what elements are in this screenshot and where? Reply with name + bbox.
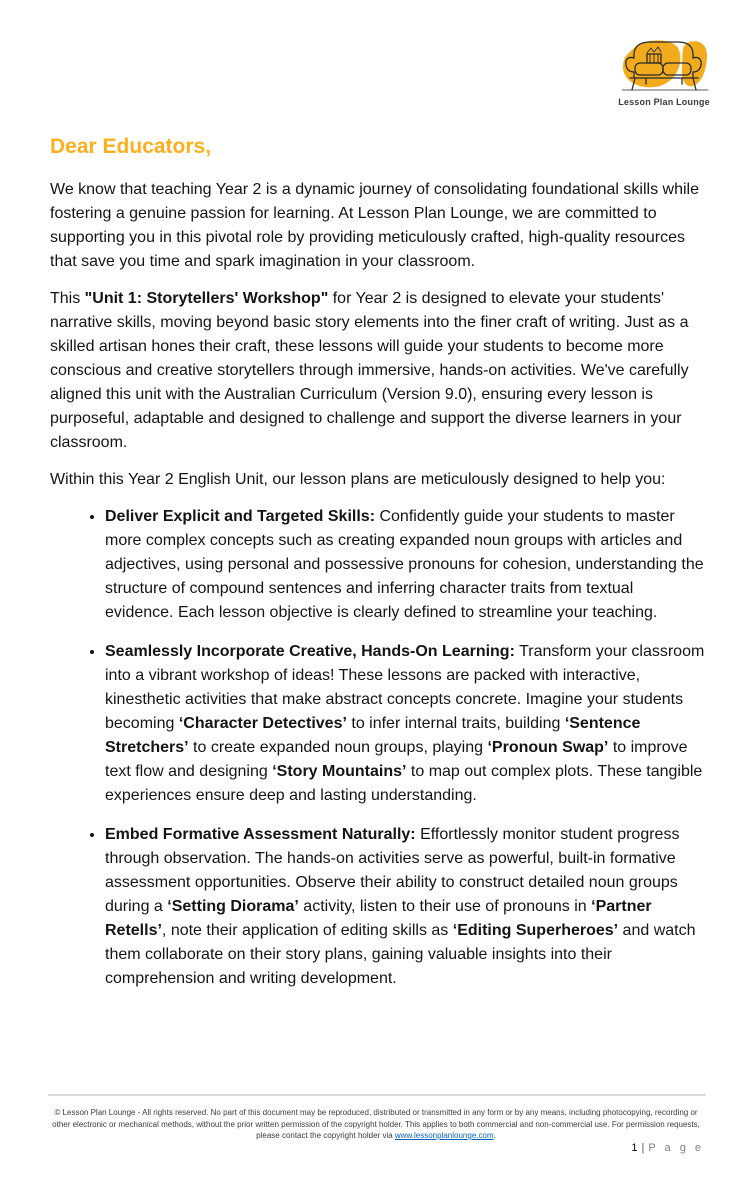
list-item-hands-on-learning: • Seamlessly Incorporate Creative, Hands-On Learning: Transform your classroom into a vibrant workshop of ideas! These lessons are packed with interactive, kinesthetic activities that make abstract concepts concrete. Imagine your students becoming ‘Character Detectives’ to infer internal traits, building ‘Sentence Stretchers’ to create expanded noun groups, playing ‘Pronoun Swap’ to improve text flow and designing ‘Story Mountains’ to map out complex plots. These tangible experiences ensure deep and lasting understanding. xyxy=(105,640,706,808)
copyright-notice xyxy=(48,1107,704,1142)
lesson-plan-lounge-logo xyxy=(614,34,714,107)
copyright-text: © Lesson Plan Lounge - All rights reserved. No part of this document may be reproduced, distributed or transmitted in any form or by any means, including photocopying, recording or other electronic or mechanical methods, without the prior written permission of the copyright holder. This applies to both commercial and non-commercial use. For permission requests, please contact the copyright holder via xyxy=(52,1108,700,1140)
lead-in-paragraph: Within this Year 2 English Unit, our lesson plans are meticulously designed to help you: xyxy=(50,471,666,488)
benefits-list xyxy=(50,505,706,991)
letter-body xyxy=(50,134,706,1006)
copyright-text-suffix: . xyxy=(493,1131,496,1140)
intro-paragraph: We know that teaching Year 2 is a dynamic journey of consolidating foundational skills while fostering a genuine passion for learning. At Lesson Plan Lounge, we are committed to supporting you in this pivotal role by providing meticulously crafted, high-quality resources that save you time and spark imagination in your classroom. xyxy=(50,181,699,270)
website-link[interactable]: www.lessonplanlounge.com xyxy=(394,1131,494,1140)
page-number-separator: | xyxy=(641,1142,645,1154)
footer-divider xyxy=(48,1094,706,1096)
logo-caption: Lesson Plan Lounge xyxy=(618,97,710,107)
list-item-formative-assessment: • Embed Formative Assessment Naturally: Effortlessly monitor student progress through observation. The hands-on activities serve as powerful, built-in formative assessment opportunities. Observe their ability to construct detailed noun groups during a ‘Setting Diorama’ activity, listen to their use of pronouns in ‘Partner Retells’, note their application of editing skills as ‘Editing Superheroes’ and watch them collaborate on their story plans, gaining valuable insights into their comprehension and writing development. xyxy=(105,823,706,991)
page-number xyxy=(631,1142,704,1154)
couch-with-books-icon xyxy=(616,34,712,96)
list-item-explicit-skills: • Deliver Explicit and Targeted Skills: Confidently guide your students to master more complex concepts such as creating expanded noun groups with articles and adjectives, using personal and possessive pronouns for cohesion, understanding the structure of compound sentences and inferring character traits from textual evidence. Each lesson objective is clearly defined to streamline your teaching. xyxy=(105,505,706,625)
page-number-label: P a g e xyxy=(648,1142,704,1154)
unit-overview-paragraph: This "Unit 1: Storytellers' Workshop" for Year 2 is designed to elevate your students' narrative skills, moving beyond basic story elements into the finer craft of writing. Just as a skilled artisan hones their craft, these lessons will guide your students to become more conscious and creative storytellers through immersive, hands-on activities. We've carefully aligned this unit with the Australian Curriculum (Version 9.0), ensuring every lesson is purposeful, adaptable and designed to challenge and support the diverse learners in your classroom. xyxy=(50,290,689,451)
greeting-heading: Dear Educators, xyxy=(50,135,212,158)
page-number-value: 1 xyxy=(631,1142,638,1154)
